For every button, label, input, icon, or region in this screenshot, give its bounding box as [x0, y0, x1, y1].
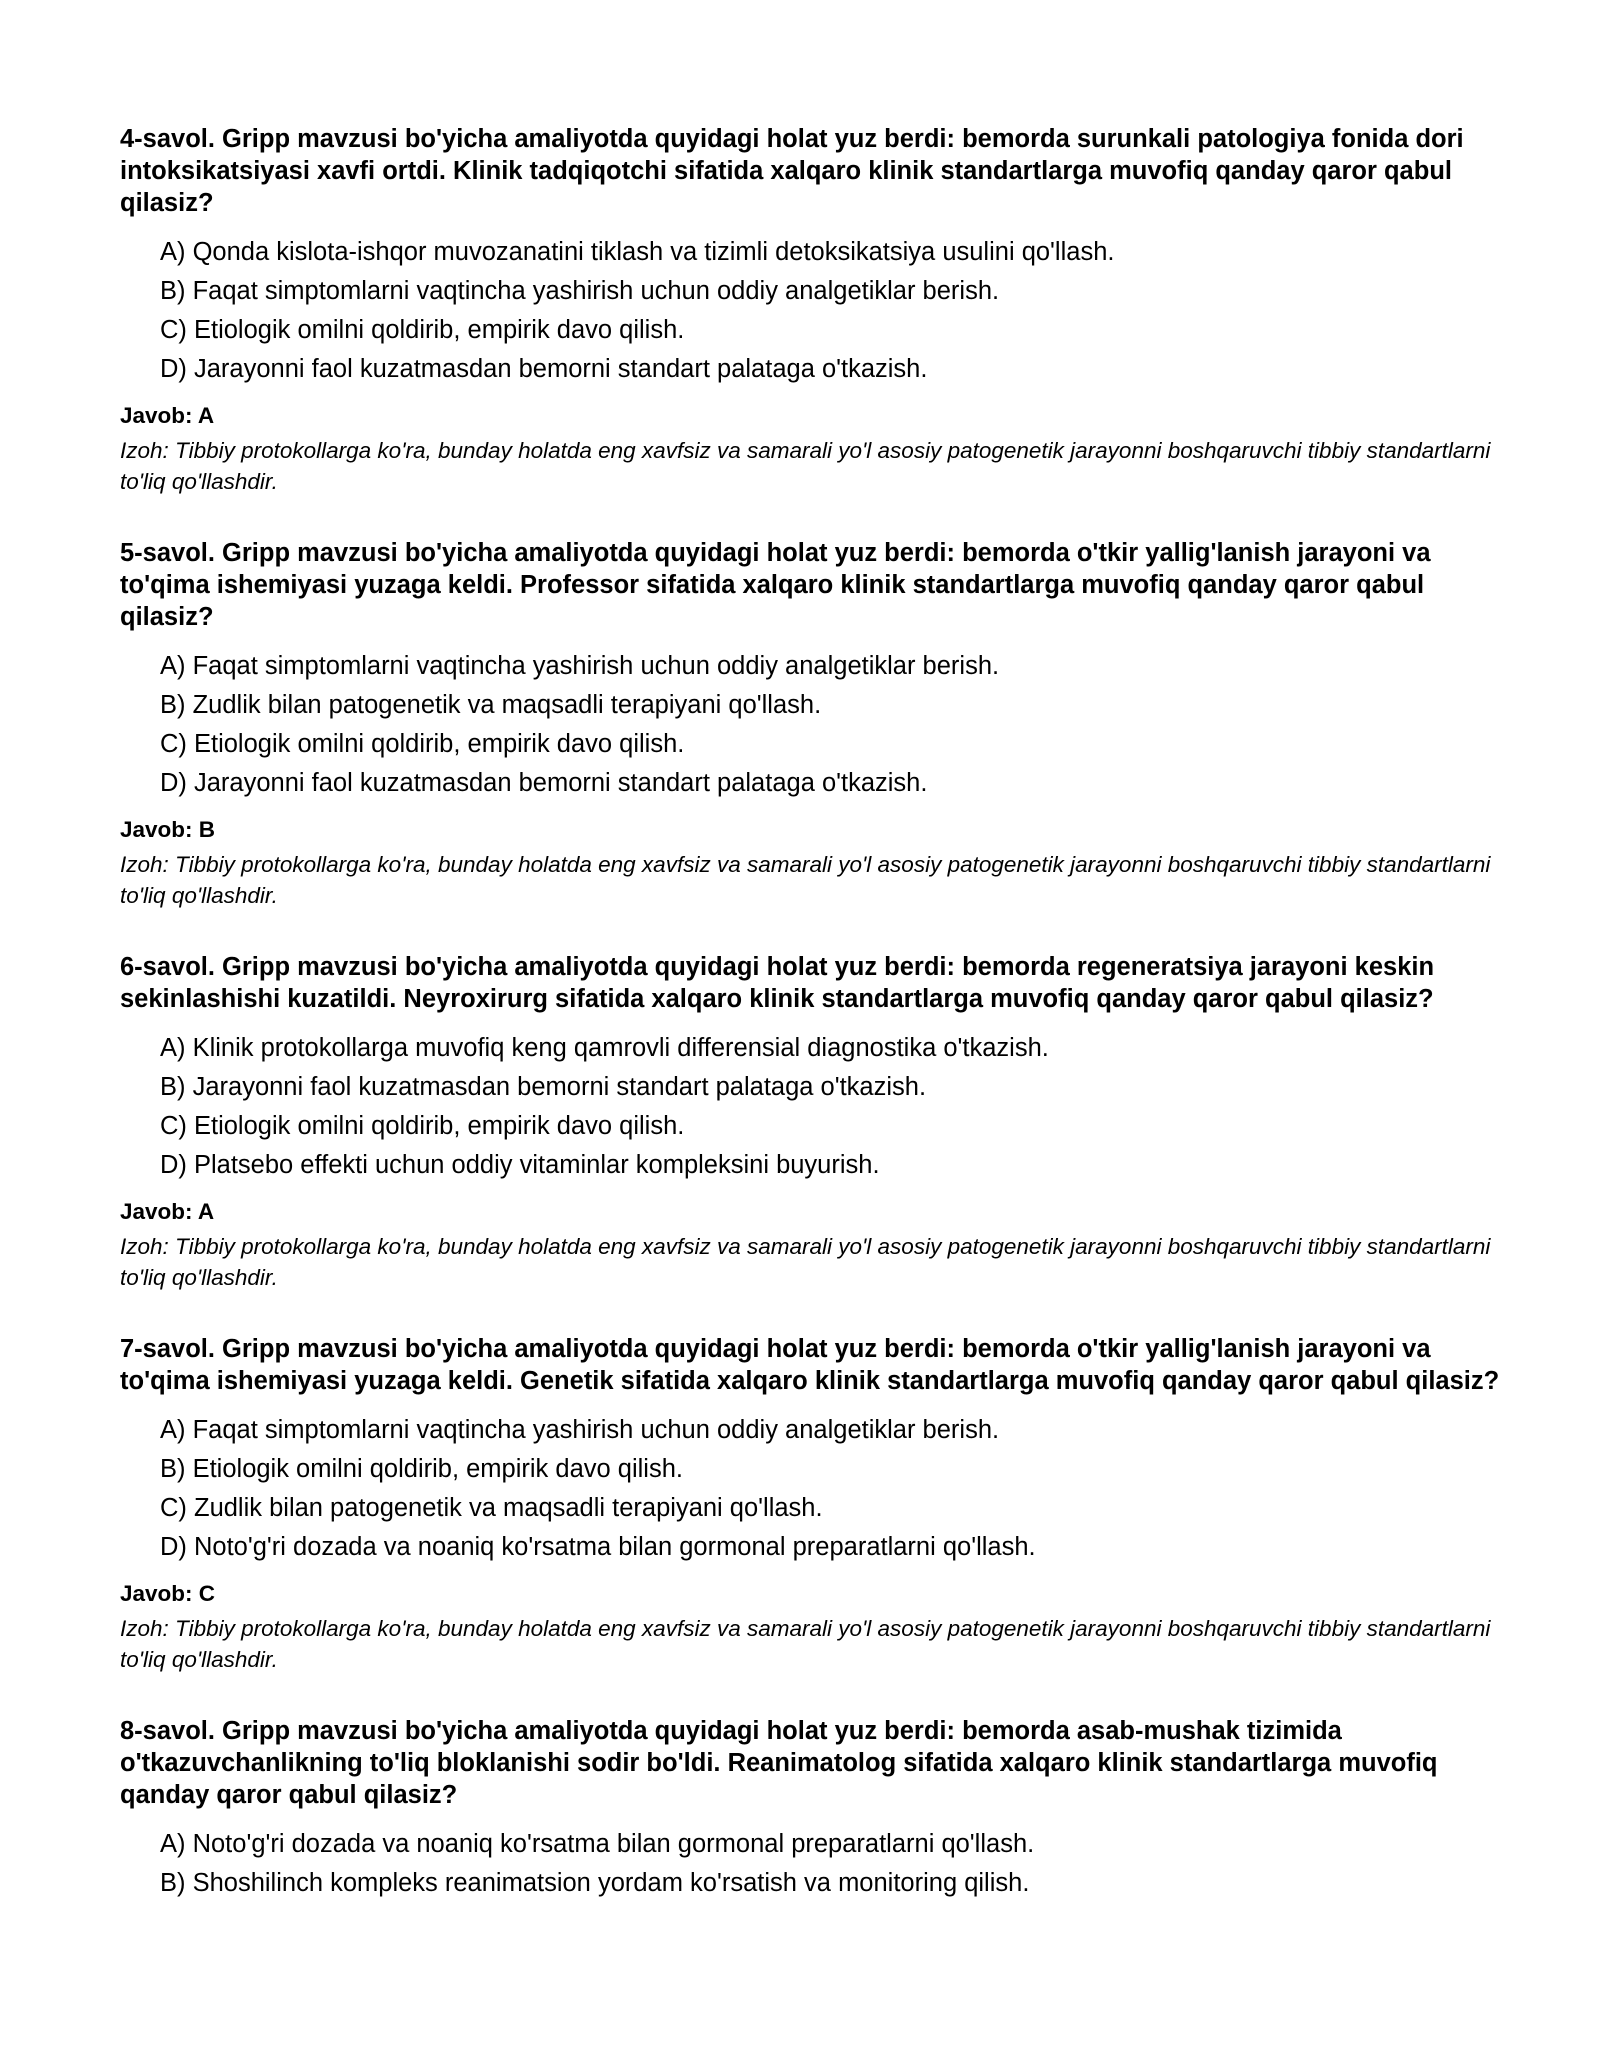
question-title: 6-savol. Gripp mavzusi bo'yicha amaliyotda quyidagi holat yuz berdi: bemorda regeneratsiya jarayoni keskin sekinlashishi kuzatildi. Neyroxirurg sifatida xalqaro klinik standartlarga muvofiq qanday qaror qabul qilasiz? [120, 953, 1435, 1013]
option-a: A) Faqat simptomlarni vaqtincha yashirish uchun oddiy analgetiklar berish. [160, 1416, 1000, 1444]
answer-key: Javob: C [120, 1581, 216, 1606]
answer-key: Javob: A [120, 1199, 215, 1224]
document-page [120, 123, 1500, 1943]
answer-options [120, 1825, 1500, 1903]
question-title: 7-savol. Gripp mavzusi bo'yicha amaliyotda quyidagi holat yuz berdi: bemorda o'tkir yallig'lanish jarayoni va to'qima ishemiyasi yuzaga keldi. Genetik sifatida xalqaro klinik standartlarga muvofiq qanday qaror qabul qilasiz? [120, 1335, 1500, 1395]
answer-options [120, 233, 1500, 389]
option-c: C) Etiologik omilni qoldirib, empirik davo qilish. [160, 730, 685, 758]
explanation-note: Izoh: Tibbiy protokollarga ko'ra, bunday holatda eng xavfsiz va samarali yo'l asosiy patogenetik jarayonni boshqaruvchi tibbiy standartlarni to'liq qo'llashdir. [120, 438, 1491, 494]
question-title: 8-savol. Gripp mavzusi bo'yicha amaliyotda quyidagi holat yuz berdi: bemorda asab-mushak tizimida o'tkazuvchanlikning to'liq bloklanishi sodir bo'ldi. Reanimatolog sifatida xalqaro klinik standartlarga muvofiq qanday qaror qabul qilasiz? [120, 1717, 1438, 1809]
option-d: D) Jarayonni faol kuzatmasdan bemorni standart palataga o'tkazish. [160, 355, 928, 383]
question-4 [120, 123, 1500, 497]
answer-key: Javob: B [120, 817, 216, 842]
question-8 [120, 1715, 1500, 1903]
answer-key: Javob: A [120, 403, 215, 428]
option-a: A) Faqat simptomlarni vaqtincha yashirish uchun oddiy analgetiklar berish. [160, 652, 1000, 680]
option-b: B) Jarayonni faol kuzatmasdan bemorni standart palataga o'tkazish. [160, 1073, 927, 1101]
answer-options [120, 1411, 1500, 1567]
option-c: C) Etiologik omilni qoldirib, empirik davo qilish. [160, 1112, 685, 1140]
question-7 [120, 1333, 1500, 1675]
option-a: A) Klinik protokollarga muvofiq keng qamrovli differensial diagnostika o'tkazish. [160, 1034, 1049, 1062]
question-6 [120, 951, 1500, 1293]
question-title: 5-savol. Gripp mavzusi bo'yicha amaliyotda quyidagi holat yuz berdi: bemorda o'tkir yallig'lanish jarayoni va to'qima ishemiyasi yuzaga keldi. Professor sifatida xalqaro klinik standartlarga muvofiq qanday qaror qabul qilasiz? [120, 539, 1431, 631]
option-a: A) Qonda kislota-ishqor muvozanatini tiklash va tizimli detoksikatsiya usulini qo'llash. [160, 238, 1115, 266]
option-d: D) Noto'g'ri dozada va noaniq ko'rsatma bilan gormonal preparatlarni qo'llash. [160, 1533, 1036, 1561]
explanation-note: Izoh: Tibbiy protokollarga ko'ra, bunday holatda eng xavfsiz va samarali yo'l asosiy patogenetik jarayonni boshqaruvchi tibbiy standartlarni to'liq qo'llashdir. [120, 1616, 1491, 1672]
question-title: 4-savol. Gripp mavzusi bo'yicha amaliyotda quyidagi holat yuz berdi: bemorda surunkali patologiya fonida dori intoksikatsiyasi xavfi ortdi. Klinik tadqiqotchi sifatida xalqaro klinik standartlarga muvofiq qanday qaror qabul qilasiz? [120, 125, 1464, 217]
answer-options [120, 1029, 1500, 1185]
option-b: B) Faqat simptomlarni vaqtincha yashirish uchun oddiy analgetiklar berish. [160, 277, 1000, 305]
explanation-note: Izoh: Tibbiy protokollarga ko'ra, bunday holatda eng xavfsiz va samarali yo'l asosiy patogenetik jarayonni boshqaruvchi tibbiy standartlarni to'liq qo'llashdir. [120, 1234, 1491, 1290]
option-c: C) Etiologik omilni qoldirib, empirik davo qilish. [160, 316, 685, 344]
option-a: A) Noto'g'ri dozada va noaniq ko'rsatma bilan gormonal preparatlarni qo'llash. [160, 1830, 1035, 1858]
option-d: D) Jarayonni faol kuzatmasdan bemorni standart palataga o'tkazish. [160, 769, 928, 797]
option-b: B) Shoshilinch kompleks reanimatsion yordam ko'rsatish va monitoring qilish. [160, 1869, 1030, 1897]
option-d: D) Platsebo effekti uchun oddiy vitaminlar kompleksini buyurish. [160, 1151, 880, 1179]
explanation-note: Izoh: Tibbiy protokollarga ko'ra, bunday holatda eng xavfsiz va samarali yo'l asosiy patogenetik jarayonni boshqaruvchi tibbiy standartlarni to'liq qo'llashdir. [120, 852, 1491, 908]
option-b: B) Etiologik omilni qoldirib, empirik davo qilish. [160, 1455, 683, 1483]
option-b: B) Zudlik bilan patogenetik va maqsadli terapiyani qo'llash. [160, 691, 822, 719]
option-c: C) Zudlik bilan patogenetik va maqsadli terapiyani qo'llash. [160, 1494, 823, 1522]
question-5 [120, 537, 1500, 911]
answer-options [120, 647, 1500, 803]
